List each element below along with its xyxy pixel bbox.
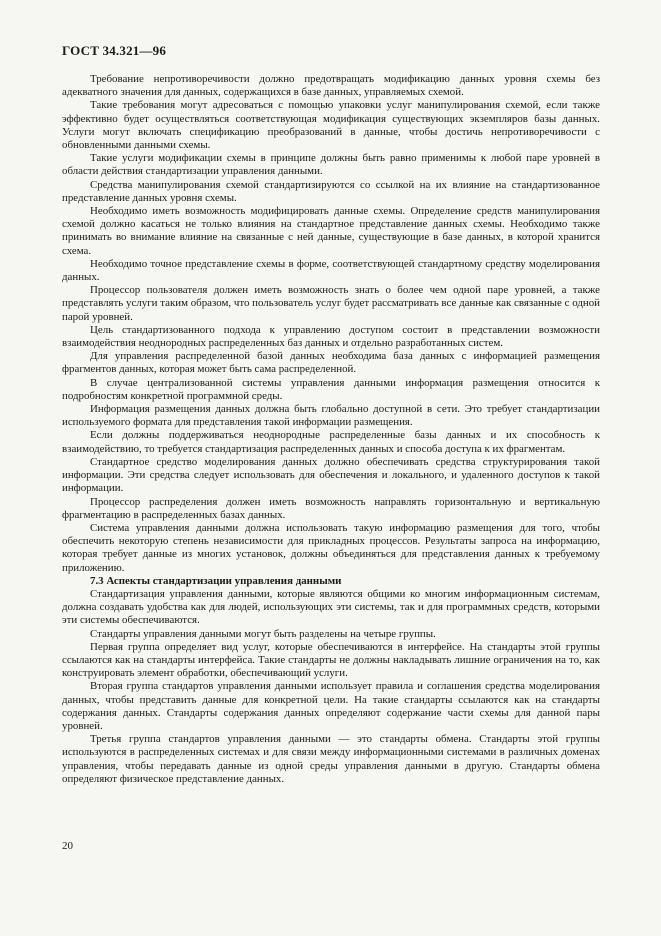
paragraph: Третья группа стандартов управления данными — это стандарты обмена. Стандарты этой группы используются в распределенных системах и для связи между информационными системами в различных доменах управления, чтобы передавать данные из одной среды управления данными в другую. Стандарты обмена определяют физическое представление данных.: [62, 733, 600, 785]
paragraph: Процессор распределения должен иметь возможность направлять горизонтальную и вертикальную фрагментацию в распределенных базах данных.: [62, 495, 600, 521]
paragraph: В случае централизованной системы управления данными информация размещения относится к подробностям конкретной программной среды.: [62, 376, 600, 402]
paragraph: Система управления данными должна использовать такую информацию размещения для того, чтобы обеспечить некоторую степень независимости для прикладных процессов. Результаты запроса на информацию, которая требует данные из многих установок, должны объединяться для представления данных к требуемому приложению.: [62, 521, 600, 574]
paragraph: Стандартизация управления данными, которые являются общими ко многим информационным системам, должна создавать удобства как для людей, использующих эти системы, так и для программных средств, которыми эти системы обеспечиваются.: [62, 587, 600, 627]
section-heading: 7.3 Аспекты стандартизации управления данными: [90, 574, 342, 587]
paragraph: Первая группа определяет вид услуг, которые обеспечиваются в интерфейсе. На стандарты этой группы ссылаются как на стандарты интерфейса. Такие стандарты не должны накладывать лишние ограничения на то, как конструировать элемент обработки, обеспечивающий услуги.: [62, 640, 600, 680]
paragraph: Информация размещения данных должна быть глобально доступной в сети. Это требует стандартизации используемого формата для представления такой информации размещения.: [62, 403, 600, 429]
paragraph: Если должны поддерживаться неоднородные распределенные базы данных и их способность к взаимодействию, то требуется стандартизация распределенных данных и способа доступа к их фрагментам.: [62, 429, 600, 455]
paragraph: Средства манипулирования схемой стандартизируются со ссылкой на их влияние на стандартизованное представление данных уровня схемы.: [62, 178, 600, 204]
paragraph: Необходимо иметь возможность модифицировать данные схемы. Определение средств манипулирования схемой должно касаться не только влияния на стандартное представление данных схемы. Необходимо также принимать во внимание влияние на связанные с ней данные, существующие в базе данных, в которой хранится схема.: [62, 205, 600, 257]
paragraph: Вторая группа стандартов управления данными использует правила и соглашения средства моделирования данных, чтобы представить данные для конкретной цели. На такие стандарты ссылаются как на стандарты содержания данных. Стандарты содержания данных определяют содержание части схемы для данной пары уровней.: [62, 680, 600, 732]
paragraph: Такие услуги модификации схемы в принципе должны быть равно применимы к любой паре уровней в области действия стандартизации управления данными.: [62, 152, 600, 178]
paragraph: Необходимо точное представление схемы в форме, соответствующей стандартному средству моделирования данных.: [62, 257, 600, 284]
paragraph: Такие требования могут адресоваться с помощью упаковки услуг манипулирования схемой, если также эффективно будет осуществляться соответствующая модификация существующих экземпляров базы данных. Услуги могут включать спецификацию преобразований в данные, чтобы достичь непротиворечивости с обновленными данными схемы.: [62, 99, 600, 152]
paragraph: Процессор пользователя должен иметь возможность знать о более чем одной паре уровней, а также представлять услуги таким образом, что пользователь услуг будет рассматривать все данные как связанные с одной парой уровней.: [62, 284, 600, 323]
paragraph: Для управления распределенной базой данных необходима база данных с информацией размещения фрагментов данных, которая может быть сама распределенной.: [62, 350, 600, 376]
document-body: [62, 73, 600, 786]
paragraph: Цель стандартизованного подхода к управлению доступом состоит в представлении возможности взаимодействия неоднородных распределенных баз данных и отдельно разработанных систем.: [62, 323, 600, 350]
paragraph: Стандарты управления данными могут быть разделены на четыре группы.: [90, 627, 436, 640]
paragraph: Требование непротиворечивости должно предотвращать модификацию данных уровня схемы без адекватного значения для данных, содержащихся в базе данных, управляемых схемой.: [62, 73, 600, 99]
paragraph: Стандартное средство моделирования данных должно обеспечивать средства структурирования такой информации. Эти средства следует использовать для обеспечения и локального, и удаленного доступов к такой информации.: [62, 455, 600, 495]
page-number: 20: [62, 840, 73, 852]
document-code-header: ГОСТ 34.321—96: [62, 43, 167, 58]
